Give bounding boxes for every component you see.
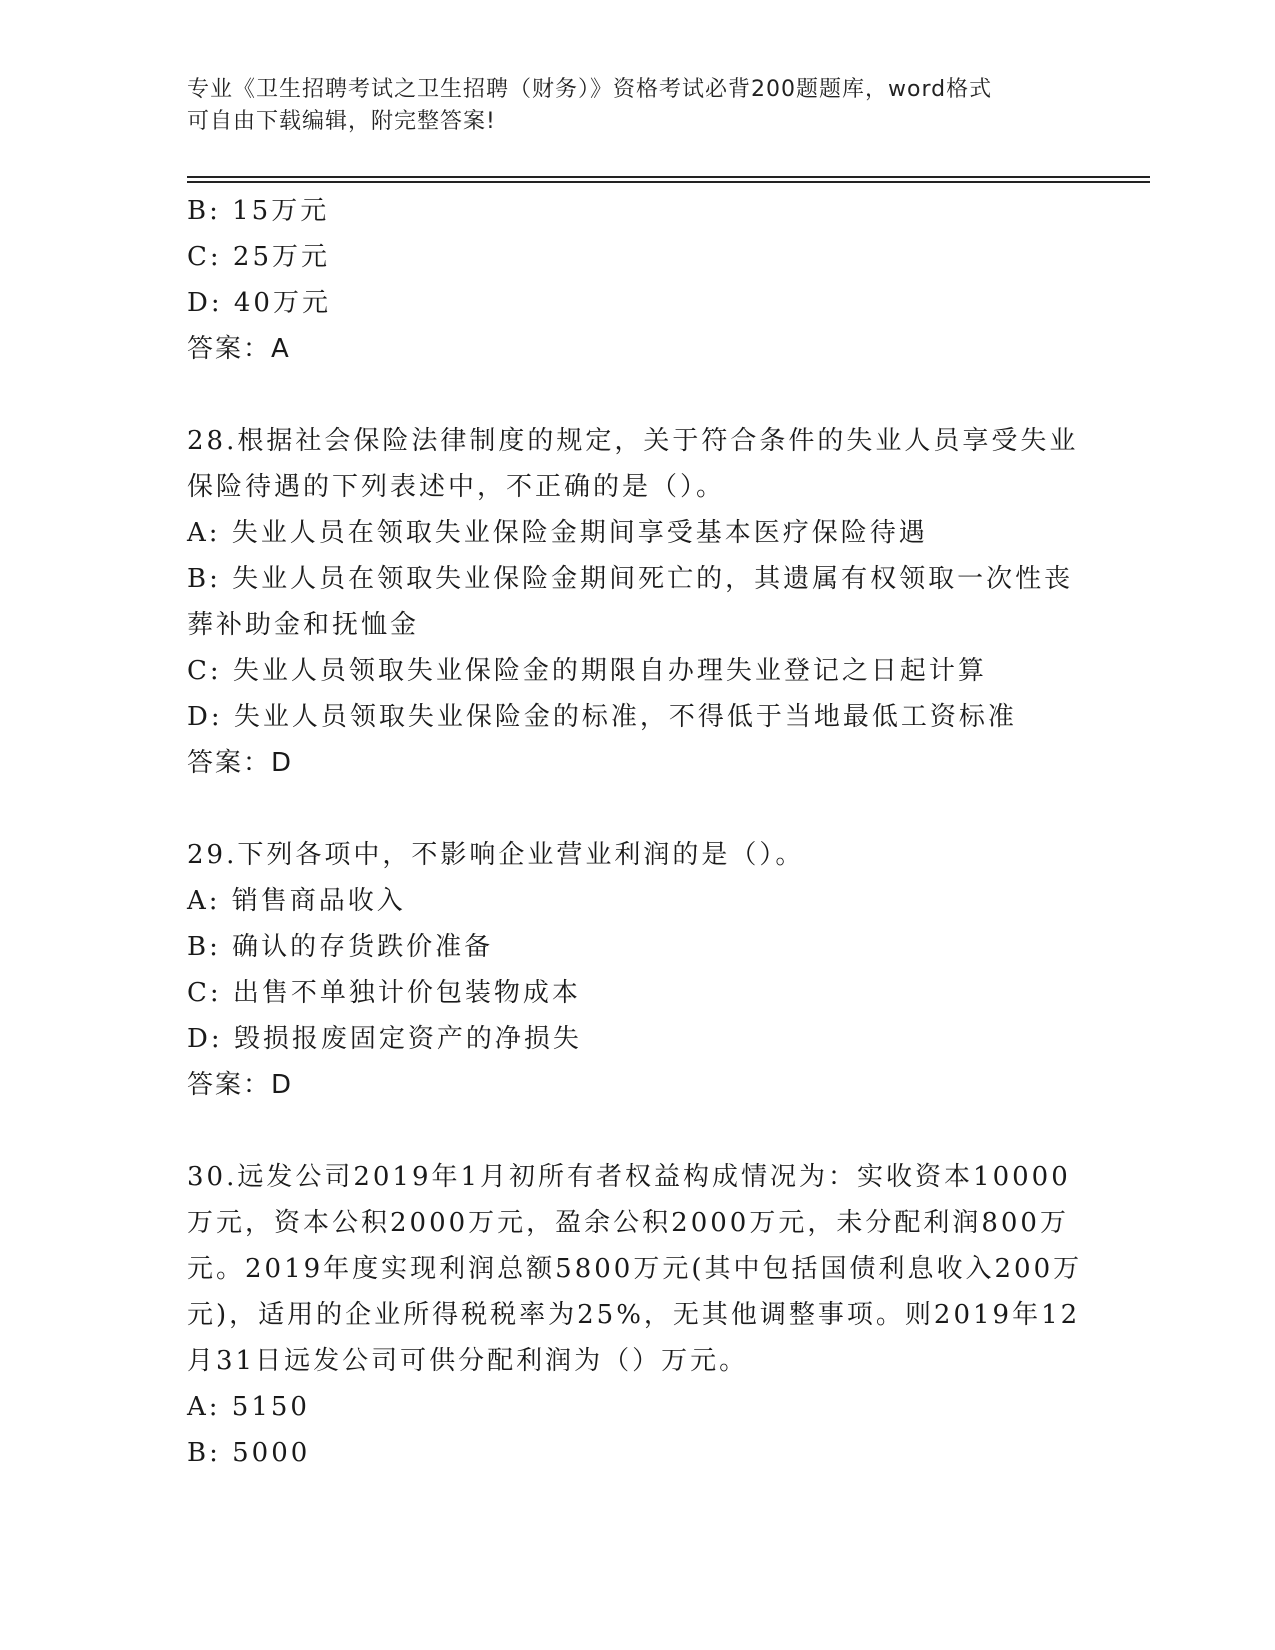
q28-option-d: D: 失业人员领取失业保险金的标准，不得低于当地最低工资标准 — [187, 702, 1017, 732]
q27-option-c: C: 25万元 — [187, 242, 331, 272]
q30-stem-line-2: 万元，资本公积2000万元，盈余公积2000万元，未分配利润800万 — [187, 1208, 1069, 1238]
spacer — [187, 786, 1087, 832]
q30-option-b: B: 5000 — [187, 1438, 311, 1468]
q29-option-d: D: 毁损报废固定资产的净损失 — [187, 1024, 582, 1054]
q29-option-c: C: 出售不单独计价包装物成本 — [187, 978, 581, 1008]
q28-option-b-line-2: 葬补助金和抚恤金 — [187, 610, 420, 640]
q30-stem-line-4: 元)，适用的企业所得税税率为25%，无其他调整事项。则2019年12 — [187, 1300, 1081, 1330]
spacer — [187, 372, 1087, 418]
question-27-tail — [187, 188, 1087, 372]
q29-option-a: A: 销售商品收入 — [187, 886, 406, 916]
q30-stem-line-5: 月31日远发公司可供分配利润为（）万元。 — [187, 1346, 749, 1376]
question-28 — [187, 418, 1087, 786]
question-29 — [187, 832, 1087, 1108]
q29-option-b: B: 确认的存货跌价准备 — [187, 932, 494, 962]
header-rule-top — [187, 176, 1150, 178]
q28-answer: 答案：D — [187, 748, 294, 778]
question-30 — [187, 1154, 1087, 1476]
q28-stem-line-1: 28.根据社会保险法律制度的规定，关于符合条件的失业人员享受失业 — [187, 426, 1079, 456]
q28-option-b-line-1: B: 失业人员在领取失业保险金期间死亡的，其遗属有权领取一次性丧 — [187, 564, 1074, 594]
header-rule-bottom — [187, 181, 1150, 183]
header-title-line-1: 专业《卫生招聘考试之卫生招聘（财务）》资格考试必背200题题库，word格式 — [187, 77, 993, 102]
q27-option-b: B: 15万元 — [187, 196, 330, 226]
spacer — [187, 1108, 1087, 1154]
q27-answer: 答案：A — [187, 334, 291, 364]
q28-stem-line-2: 保险待遇的下列表述中，不正确的是（）。 — [187, 472, 726, 502]
question-content — [187, 188, 1087, 1476]
document-header — [187, 74, 1087, 138]
q30-option-a: A: 5150 — [187, 1392, 310, 1422]
q30-stem-line-3: 元。2019年度实现利润总额5800万元(其中包括国债利息收入200万 — [187, 1254, 1083, 1284]
q28-option-a: A: 失业人员在领取失业保险金期间享受基本医疗保险待遇 — [187, 518, 928, 548]
q29-answer: 答案：D — [187, 1070, 294, 1100]
q29-stem: 29.下列各项中，不影响企业营业利润的是（）。 — [187, 840, 805, 870]
header-title-line-2: 可自由下载编辑，附完整答案! — [187, 109, 496, 134]
q28-option-c: C: 失业人员领取失业保险金的期限自办理失业登记之日起计算 — [187, 656, 987, 686]
q27-option-d: D: 40万元 — [187, 288, 331, 318]
q30-stem-line-1: 30.远发公司2019年1月初所有者权益构成情况为：实收资本10000 — [187, 1162, 1071, 1192]
